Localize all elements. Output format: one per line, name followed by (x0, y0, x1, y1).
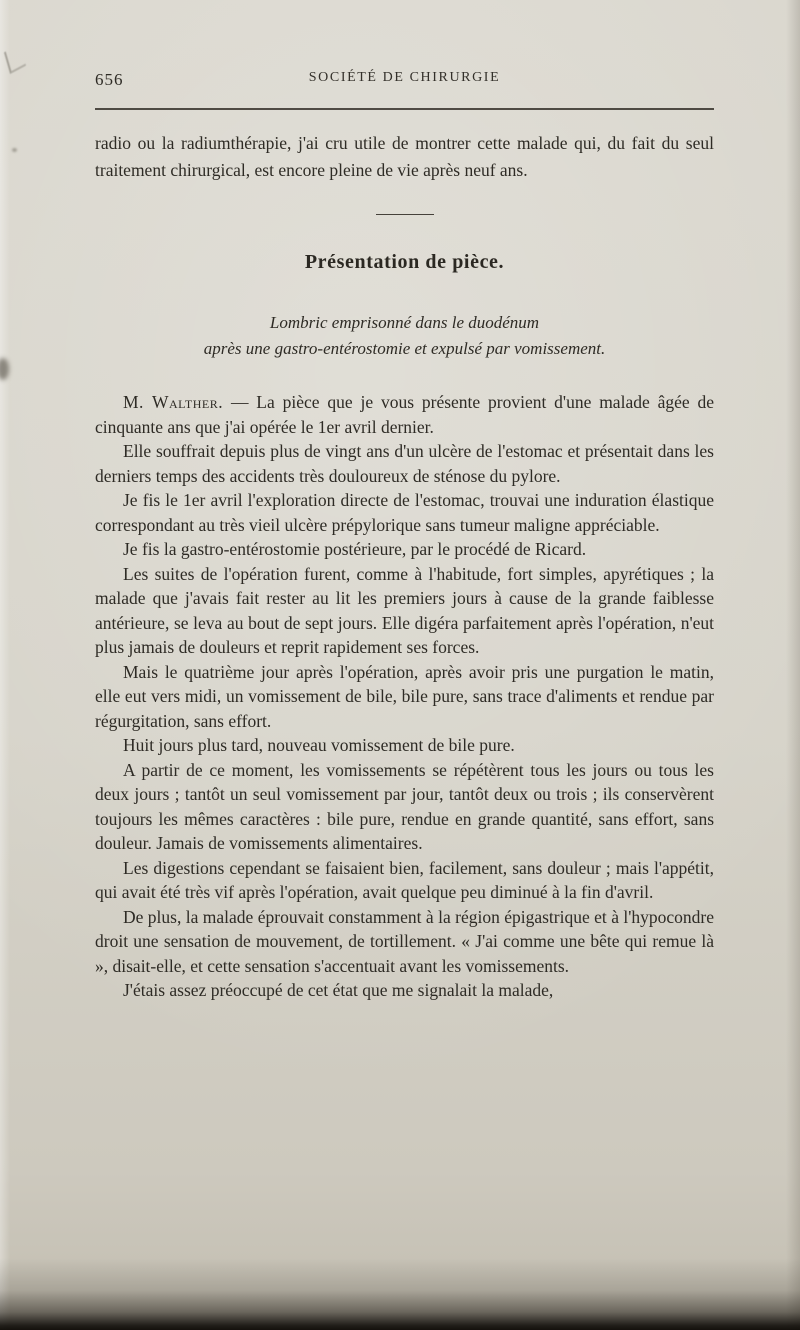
body-paragraph: A partir de ce moment, les vomissements se répétèrent tous les jours ou tous les deux jours ; tantôt un seul vomissement par jour, tantôt deux ou trois ; ils conservèrent toujours les mêmes caractères : bile pure, rendue en grande quantité, sans effort, sans douleur. Jamais de vomissements alimentaires. (95, 759, 714, 853)
intro-paragraph: radio ou la radiumthérapie, j'ai cru utile de montrer cette malade qui, du fait du seul traitement chirurgical, est encore pleine de vie après neuf ans. (95, 133, 714, 180)
header-title: SOCIÉTÉ DE CHIRURGIE (308, 70, 501, 85)
body-paragraph: Mais le quatrième jour après l'opération, après avoir pris une purgation le matin, elle eut vers midi, un vomissement de bile, bile pure, sans trace d'aliments et rendue par régurgitation, sans effort. (95, 661, 714, 731)
section-divider (376, 214, 434, 215)
body-paragraph: Je fis la gastro-entérostomie postérieure, par le procédé de Ricard. (123, 539, 587, 559)
scan-bottom-shadow (0, 1258, 800, 1330)
body-paragraph: Elle souffrait depuis plus de vingt ans d'un ulcère de l'estomac et présentait dans les derniers temps des accidents très douloureux de sténose du pylore. (95, 441, 714, 486)
body-paragraph: Les digestions cependant se faisaient bien, facilement, sans douleur ; mais l'appétit, qui avait été très vif après l'opération, avait quelque peu diminué à la fin d'avril. (95, 857, 714, 902)
body-paragraph: J'étais assez préoccupé de cet état que me signalait la malade, (123, 980, 554, 1000)
section-subtitle (95, 310, 714, 362)
body-paragraph: De plus, la malade éprouvait constamment à la région épigastrique et à l'hypocondre droit une sensation de mouvement, de tortillement. « J'ai comme une bête qui remue là », disait-elle, et cette sensation s'accentuait avant les vomissements. (95, 906, 714, 976)
section-subtitle-line1: Lombric emprisonné dans le duodénum (269, 313, 540, 332)
body-paragraph: Huit jours plus tard, nouveau vomissement de bile pure. (123, 735, 515, 755)
page-number: 656 (95, 70, 124, 89)
page-content (95, 70, 714, 1003)
scan-edge-right (786, 0, 800, 1330)
body-paragraph: Je fis le 1er avril l'exploration directe de l'estomac, trouvai une induration élastique correspondant au très vieil ulcère prépylorique sans tumeur maligne appréciable. (95, 490, 714, 535)
body-paragraph (95, 390, 714, 439)
body-paragraph: Les suites de l'opération furent, comme à l'habitude, fort simples, apyrétiques ; la malade que j'avais fait rester au lit les premiers jours à cause de la grande faiblesse antérieure, se leva au bout de sept jours. Elle digéra parfaitement après l'opération, n'eut plus jamais de douleurs et reprit rapidement ses forces. (95, 563, 714, 657)
running-header (95, 70, 714, 92)
body-text (95, 390, 714, 1003)
speaker-name: M. Walther. (123, 392, 224, 412)
paragraph-text: — La pièce que je vous présente provient d'une malade âgée de cinquante ans que j'ai opérée le 1er avril dernier. (95, 392, 714, 437)
header-rule (95, 108, 714, 110)
section-subtitle-line2: après une gastro-entérostomie et expulsé par vomissement. (203, 339, 606, 358)
scan-edge-left (0, 0, 10, 1330)
section-title: Présentation de pièce. (304, 251, 505, 273)
scan-artifact-dot (12, 148, 17, 152)
